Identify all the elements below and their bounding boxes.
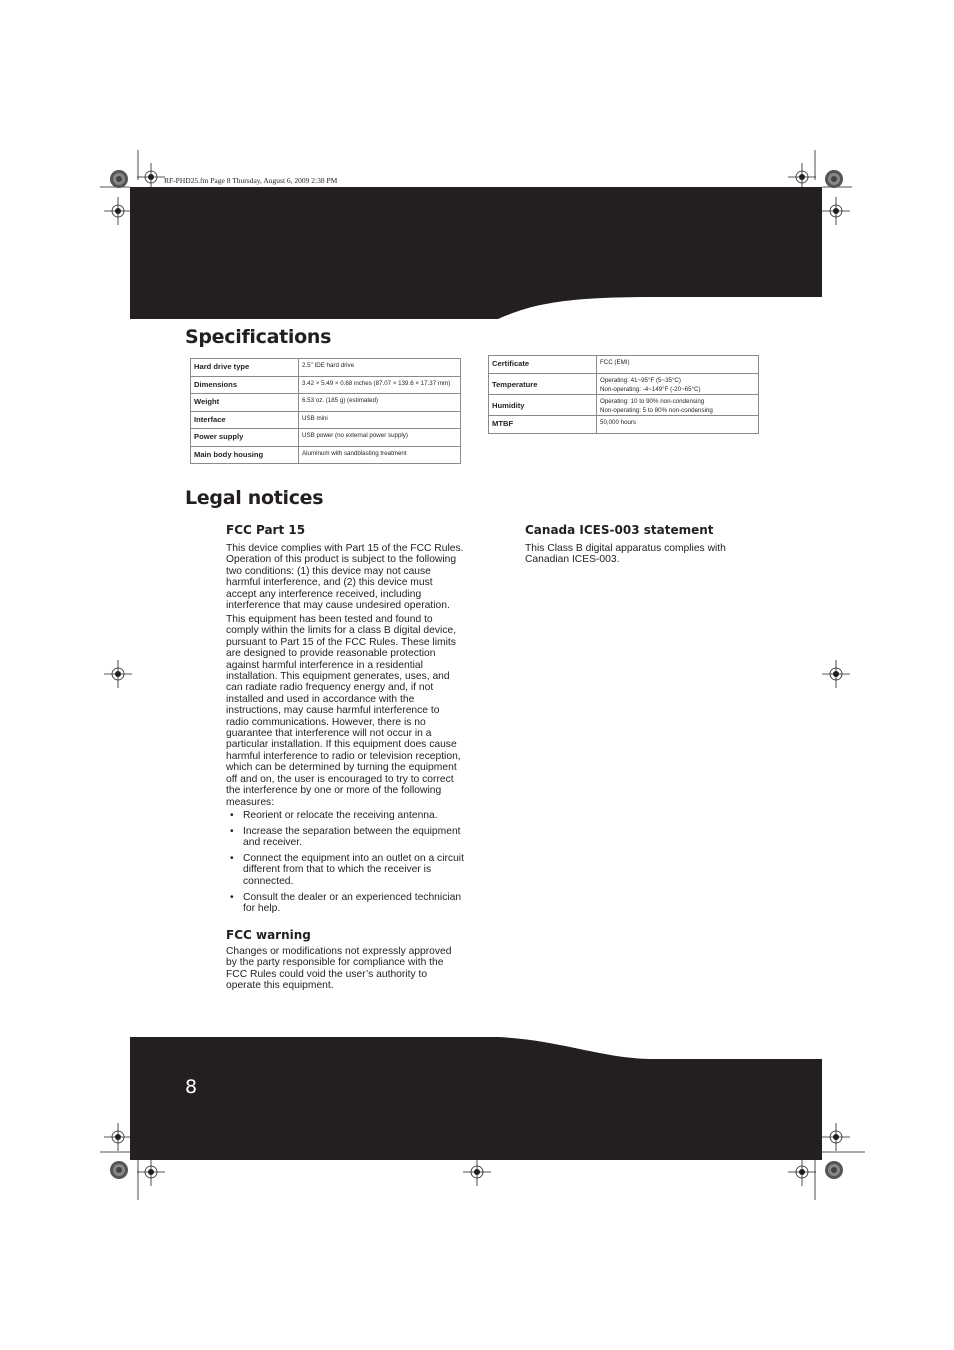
page-number: 8 [185,1076,198,1098]
bullet-text: Reorient or relocate the receiving antenna. [243,810,438,821]
spec-value-line: Non-operating: -4~149°F (-20~65°C) [600,385,701,393]
table-row [191,411,461,429]
registration-mark-icon [788,1158,816,1186]
bullet-icon: • [230,810,234,821]
spec-value: USB power (no external power supply) [299,429,461,447]
registration-mark-icon [104,197,132,225]
spec-value: Aluminum with sandblasting treatment [299,446,461,464]
table-row [191,376,461,394]
fcc-warning-paragraph: Changes or modifications not expressly approved by the party responsible for compliance with the FCC Rules could void the user’s authority to operate this equipment. [226,946,452,992]
table-row [191,446,461,464]
specifications-heading: Specifications [185,326,332,348]
spec-label: Certificate [489,356,597,374]
bullet-text: Connect the equipment into an outlet on a circuit different from that to which the receiver is connected. [243,853,464,887]
color-target-icon [825,170,843,188]
spec-value-line: Operating: 10 to 90% non-condensing [600,397,705,405]
spec-value: USB mini [299,411,461,429]
table-row [191,394,461,412]
fcc-part15-paragraph-2: This equipment has been tested and found to comply within the limits for a class B digital device, pursuant to Part 15 of the FCC Rules. These limits are designed to provide reasonable protection against harmful interference in a residential installation. This equipment generates, uses, and can radiate radio frequency energy and, if not installed and used in accordance with the instructions, may cause harmful interference to radio communications. However, there is no guarantee that interference will not occur in a particular installation. If this equipment does cause harmful interference to radio or television reception, which can be determined by turning the equipment off and on, the user is encouraged to try to correct the interference by one or more of the following measures: [226,614,461,808]
registration-mark-icon [137,163,165,191]
table-row [191,359,461,377]
spec-label: Weight [191,394,299,412]
spec-label: Hard drive type [191,359,299,377]
table-row [489,394,759,415]
canada-ices-paragraph: This Class B digital apparatus complies with Canadian ICES-003. [525,543,726,566]
table-row [489,356,759,374]
registration-mark-icon [822,660,850,688]
table-row [489,415,759,433]
registration-mark-icon [104,660,132,688]
spec-value-line: 50,000 hours [600,418,637,426]
canada-ices-title: Canada ICES-003 statement [525,523,714,537]
spec-label: Temperature [489,373,597,394]
registration-mark-icon [137,1158,165,1186]
color-target-icon [110,1161,128,1179]
list-item [230,853,465,887]
spec-value: 6.53 oz. (185 g) (estimated) [299,394,461,412]
spec-value-line: FCC (EMI) [600,359,630,366]
registration-mark-icon [822,197,850,225]
spec-value-line: Non-operating: 5 to 80% non-condensing [600,406,713,414]
bullet-text: Consult the dealer or an experienced technician for help. [243,892,462,915]
fcc-part15-title: FCC Part 15 [226,523,306,537]
specs-table-right [488,355,759,434]
table-row [489,373,759,394]
spec-label: Interface [191,411,299,429]
spec-label: Humidity [489,394,597,415]
spec-value [597,356,759,374]
color-target-icon [825,1161,843,1179]
registration-mark-icon [822,1123,850,1151]
fcc-part15-paragraph-1: This device complies with Part 15 of the FCC Rules. Operation of this product is subject to the following two conditions: (1) this device may not cause harmful interference, and (2) this device must accept any interference received, including interference that may cause undesired operation. [226,543,464,612]
spec-value: 3.42 × 5.49 × 0.68 inches (87.07 × 139.6 × 17.37 mm) [299,376,461,394]
bullet-icon: • [230,826,234,837]
spec-label: Dimensions [191,376,299,394]
spec-label: Power supply [191,429,299,447]
list-item [230,826,465,849]
print-info: RF-PHD25.fm Page 8 Thursday, August 6, 2009 2:38 PM [164,176,338,185]
spec-value-line: Operating: 41~95°F (5~35°C) [600,376,681,384]
spec-value [597,415,759,433]
spec-value [597,394,759,415]
registration-mark-icon [104,1123,132,1151]
fcc-warning-title: FCC warning [226,928,311,942]
bullet-icon: • [230,853,234,864]
legal-notices-heading: Legal notices [185,487,324,509]
bullet-text: Increase the separation between the equipment and receiver. [243,826,461,849]
color-target-icon [110,170,128,188]
list-item [230,810,465,821]
spec-label: Main body housing [191,446,299,464]
bullet-icon: • [230,892,234,903]
spec-value: 2.5" IDE hard drive [299,359,461,377]
specs-table-left [190,358,461,464]
registration-mark-icon [788,163,816,191]
table-row [191,429,461,447]
registration-mark-icon [463,1158,491,1186]
list-item [230,892,465,915]
spec-value [597,373,759,394]
spec-label: MTBF [489,415,597,433]
